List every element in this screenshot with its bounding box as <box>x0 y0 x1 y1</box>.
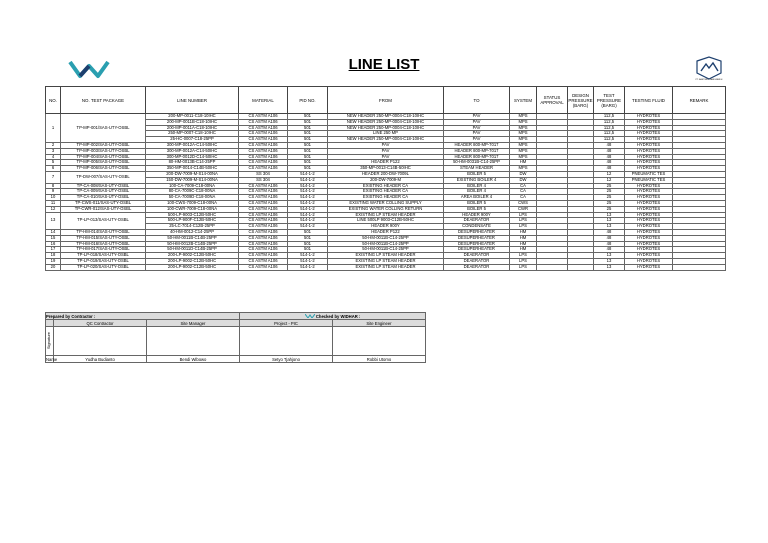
to: BOILER 5 <box>444 206 510 212</box>
test-package: TP-HM-017/SAS-UTY-OSBL <box>61 247 146 253</box>
name-qc: Yudha Budianto <box>54 356 147 363</box>
material: CS ASTM A106 <box>239 125 288 131</box>
from: NEW HEADER 250-MP-0004-C18-10IHC <box>328 119 444 125</box>
material: CS ASTM A106 <box>239 224 288 230</box>
material: CS ASTM A106 <box>239 235 288 241</box>
row-no: 15 <box>46 235 61 241</box>
from: 50-HM-0011B-C14-25PP <box>328 241 444 247</box>
system: MPS <box>510 131 537 137</box>
test-pressure: 13 <box>594 258 625 264</box>
from: HEADER 200-DW-7009L <box>328 171 444 177</box>
test-pressure: 112,5 <box>594 137 625 143</box>
testing-fluid: HYDROTES <box>625 224 673 230</box>
company-logo-caption: PT. EASTINDO GAS ENERGI <box>695 79 723 81</box>
to: PAV <box>444 114 510 120</box>
from: 350-MP-0013-C14B-50IHC <box>328 166 444 172</box>
testing-fluid: HYDROTES <box>625 195 673 201</box>
testing-fluid: HYDROTES <box>625 229 673 235</box>
checked-by-label <box>240 313 426 320</box>
line-number: 500-LP-900F-C12B-50HC <box>146 218 239 224</box>
line-number: 25-LC-7014-C12B-25PP <box>146 224 239 230</box>
test-package: TP-HM-016/SAS-UTY-OSBL <box>61 241 146 247</box>
testing-fluid: HYDROTES <box>625 206 673 212</box>
test-package: TP-LP-020/SAS-UTY-OSBL <box>61 264 146 270</box>
to: STEAM HEADER <box>444 166 510 172</box>
from: PAV <box>328 154 444 160</box>
remark <box>673 264 726 270</box>
column-header: STATUS APPROVAL <box>537 87 568 114</box>
row-no: 19 <box>46 258 61 264</box>
from: EXISTING WATER COLLING RETURN <box>328 206 444 212</box>
role-qc: QC Contractor <box>54 320 147 327</box>
column-header: NO. TEST PACKAGE <box>61 87 146 114</box>
test-pressure: 48 <box>594 229 625 235</box>
system: HM <box>510 235 537 241</box>
test-pressure: 12 <box>594 177 625 183</box>
pid-no: 501 <box>288 247 328 253</box>
to: DESUPERHEATER <box>444 241 510 247</box>
pid-no: 514-1-2 <box>288 212 328 218</box>
to: CONDENSATE <box>444 224 510 230</box>
row-no: 20 <box>46 264 61 270</box>
from: EXISTING HEADER CA <box>328 195 444 201</box>
to: DESUPERHEATER <box>444 235 510 241</box>
column-header: PID NO. <box>288 87 328 114</box>
name-site-engineer: Robbi Utomo <box>333 356 426 363</box>
from: PAV <box>328 142 444 148</box>
document-title: LINE LIST <box>348 56 420 73</box>
signature-table <box>45 312 426 363</box>
to: DEAERATOR <box>444 258 510 264</box>
pid-no: 514-1-2 <box>288 171 328 177</box>
material: CS ASTM A106 <box>239 258 288 264</box>
test-package: TP-MP-005/SAS-UTY-OSBL <box>61 160 146 166</box>
pid-no: 501 <box>288 119 328 125</box>
from: NEW HEADER 250-MP-0004-C18-10IHC <box>328 125 444 131</box>
testing-fluid: HYDROTES <box>625 218 673 224</box>
test-pressure: 12 <box>594 171 625 177</box>
material: CS ASTM A106 <box>239 148 288 154</box>
testing-fluid: HYDROTES <box>625 258 673 264</box>
material: CS ASTM A106 <box>239 200 288 206</box>
line-number: 100-CWS-7009-C18-00NA <box>146 200 239 206</box>
system: LPS <box>510 258 537 264</box>
line-number: 300-MP-0012A-C14-50IHC <box>146 142 239 148</box>
testing-fluid: HYDROTES <box>625 247 673 253</box>
prepared-by-label: Prepared by Contractor : <box>46 313 240 320</box>
line-number: 200-MP-0011A-C18-10IHC <box>146 125 239 131</box>
test-pressure: 48 <box>594 148 625 154</box>
test-package: TP-CA-008/SAS-UTY-OSBL <box>61 183 146 189</box>
line-number: 50-HM-0012B-C14B-25PP <box>146 241 239 247</box>
system: MPS <box>510 142 537 148</box>
column-header: SYSTEM <box>510 87 537 114</box>
test-pressure: 48 <box>594 241 625 247</box>
material: CS ASTM A106 <box>239 241 288 247</box>
to: BOILER 4 <box>444 189 510 195</box>
from: HEADER 900Y <box>328 224 444 230</box>
to: DEAERATOR <box>444 218 510 224</box>
test-pressure: 25 <box>594 195 625 201</box>
material: CS ASTM A106 <box>239 206 288 212</box>
to: HEADER 900Y <box>444 212 510 218</box>
system: CA <box>510 183 537 189</box>
pid-no: 514-1-2 <box>288 189 328 195</box>
system: MPS <box>510 166 537 172</box>
system: DW <box>510 177 537 183</box>
testing-fluid: HYDROTES <box>625 166 673 172</box>
material: CS ASTM A106 <box>239 229 288 235</box>
system: LPS <box>510 253 537 259</box>
system: CA <box>510 189 537 195</box>
test-package: TP-DW-007/SAS-UTY-OSBL <box>61 171 146 183</box>
signature-box <box>240 327 333 356</box>
line-number: 200-LP-9002-C12B-50HC <box>146 253 239 259</box>
row-no: 1 <box>46 114 61 143</box>
pid-no: 514-1-2 <box>288 206 328 212</box>
role-site-engineer: Site Engineer <box>333 320 426 327</box>
testing-fluid: HYDROTES <box>625 235 673 241</box>
signature-box <box>54 327 147 356</box>
from: HEADER P122 <box>328 160 444 166</box>
test-pressure: 48 <box>594 235 625 241</box>
from: EXISTING HEADER CA <box>328 189 444 195</box>
row-no: 18 <box>46 253 61 259</box>
row-no: 17 <box>46 247 61 253</box>
to: HEADER 800-MP-7017 <box>444 148 510 154</box>
testing-fluid: HYDROTES <box>625 241 673 247</box>
material: CS ASTM A106 <box>239 247 288 253</box>
material: SS 304 <box>239 177 288 183</box>
pid-no: 501 <box>288 125 328 131</box>
testing-fluid: HYDROTES <box>625 183 673 189</box>
system: MPS <box>510 114 537 120</box>
material: CS ASTM A106 <box>239 137 288 143</box>
pid-no: 514-1-2 <box>288 258 328 264</box>
test-package: TP-MP-004/SAS-UTY-OSBL <box>61 154 146 160</box>
row-no: 5 <box>46 160 61 166</box>
material: CS ASTM A106 <box>239 264 288 270</box>
testing-fluid: HYDROTES <box>625 200 673 206</box>
system: CA <box>510 195 537 201</box>
signature-box <box>147 327 240 356</box>
pid-no: 501 <box>288 131 328 137</box>
name-site-manager: Bendi Wibowo <box>147 356 240 363</box>
test-pressure: 13 <box>594 253 625 259</box>
system: LPS <box>510 212 537 218</box>
testing-fluid: HYDROTES <box>625 148 673 154</box>
from: EXISTING HEADER CA <box>328 183 444 189</box>
column-header: FROM <box>328 87 444 114</box>
testing-fluid: HYDROTES <box>625 114 673 120</box>
column-header: TESTING FLUID <box>625 87 673 114</box>
system: HM <box>510 229 537 235</box>
pid-no: 514-1-2 <box>288 200 328 206</box>
testing-fluid: HYDROTES <box>625 160 673 166</box>
pid-no: 514-1-2 <box>288 183 328 189</box>
to: DEAERATOR <box>444 264 510 270</box>
test-package: TP-CWR-012/SAS-UTY-OSBL <box>61 206 146 212</box>
system: LPS <box>510 264 537 270</box>
pid-no: 501 <box>288 148 328 154</box>
test-pressure: 25 <box>594 206 625 212</box>
testing-fluid: HYDROTES <box>625 264 673 270</box>
to: DESUPERHEATER <box>444 247 510 253</box>
system: LPS <box>510 224 537 230</box>
table-header <box>46 87 726 114</box>
column-header: TEST PRESSURE (BARG) <box>594 87 625 114</box>
system: MPS <box>510 119 537 125</box>
test-pressure: 25 <box>594 189 625 195</box>
test-pressure: 112,5 <box>594 114 625 120</box>
row-no: 14 <box>46 229 61 235</box>
test-package: TP-CWS-011/SAS-UTY-OSBL <box>61 200 146 206</box>
from: EXISTING LP STEAM HEADER <box>328 258 444 264</box>
column-header: DESIGN PRESSURE (BARG) <box>568 87 594 114</box>
to: 50-HM-0031B-C14-25PP <box>444 160 510 166</box>
pid-no: 501 <box>288 142 328 148</box>
material: CS ASTM A106 <box>239 183 288 189</box>
line-number: 40-HM-0012-C14-25PP <box>146 229 239 235</box>
line-number: 350-MP-0014-C14B-50IHC <box>146 166 239 172</box>
material: CS ASTM A106 <box>239 166 288 172</box>
column-header: TO <box>444 87 510 114</box>
system: HM <box>510 160 537 166</box>
testing-fluid: HYDROTES <box>625 137 673 143</box>
blank-cell <box>46 320 54 327</box>
to: HEADER 800-MP-7017 <box>444 142 510 148</box>
to: BOILER 4 <box>444 183 510 189</box>
testing-fluid: HYDROTES <box>625 125 673 131</box>
test-pressure: 48 <box>594 154 625 160</box>
row-no: 3 <box>46 148 61 154</box>
row-no: 7 <box>46 171 61 183</box>
line-number: 200-DW-7009-M-S14-00NA <box>146 171 239 177</box>
to: PAV <box>444 119 510 125</box>
from: EXISTING LP STEAM HEADER <box>328 212 444 218</box>
material: CS ASTM A106 <box>239 142 288 148</box>
signature-box <box>333 327 426 356</box>
line-number: 100-CA-7009-C18-00NA <box>146 183 239 189</box>
pid-no: 501 <box>288 114 328 120</box>
company-logo-right <box>693 55 725 81</box>
name-project-pic: Setyo Tjahjono <box>240 356 333 363</box>
row-no: 12 <box>46 206 61 212</box>
pid-no: 501 <box>288 137 328 143</box>
testing-fluid: HYDROTES <box>625 131 673 137</box>
role-site-manager: Site Manager <box>147 320 240 327</box>
test-package: TP-HM-015/SAS-UTY-OSBL <box>61 235 146 241</box>
test-pressure: 48 <box>594 142 625 148</box>
test-pressure: 13 <box>594 218 625 224</box>
line-number: 80-CA-7009C-C18-00NA <box>146 189 239 195</box>
to: BOILER 5 <box>444 171 510 177</box>
column-header: LINE NUMBER <box>146 87 239 114</box>
testing-fluid: PNEUMATIC TES <box>625 177 673 183</box>
line-number: 200-LP-9002-C12B-50HC <box>146 264 239 270</box>
widhar-logo-icon <box>305 314 315 318</box>
test-pressure: 25 <box>594 183 625 189</box>
to: PAV <box>444 137 510 143</box>
row-no: 9 <box>46 189 61 195</box>
material: CS ASTM A106 <box>239 119 288 125</box>
test-package: TP-CA-009/SAS-UTY-OSBL <box>61 189 146 195</box>
test-package: TP-CA-010/SAS-UTY-OSBL <box>61 195 146 201</box>
line-list-table <box>45 86 726 271</box>
pid-no: 501 <box>288 235 328 241</box>
pid-no: 514-1-2 <box>288 253 328 259</box>
test-package: TP-MP-002/SAS-UTY-OSBL <box>61 142 146 148</box>
test-package: TP-LP-019/SAS-UTY-OSBL <box>61 258 146 264</box>
test-package: TP-LP-013/SAS-UTY-OSBL <box>61 212 146 229</box>
material: CS ASTM A106 <box>239 154 288 160</box>
system: MPS <box>510 148 537 154</box>
pid-no: 514-1-2 <box>288 195 328 201</box>
pid-no: 514-1-2 <box>288 218 328 224</box>
checked-by-text: Checked by WIDHAR : <box>315 313 361 319</box>
material: CS ASTM A106 <box>239 114 288 120</box>
from: EXISTING LP STEAM HEADER <box>328 253 444 259</box>
line-number: 100-CWR-7009-C18-00NA <box>146 206 239 212</box>
from: 200-DW-7009-M <box>328 177 444 183</box>
testing-fluid: HYDROTES <box>625 189 673 195</box>
to: BOILER 5 <box>444 200 510 206</box>
column-header: MATERIAL <box>239 87 288 114</box>
row-no: 11 <box>46 200 61 206</box>
line-number: 80-HM-0013B-C14-25PP <box>146 160 239 166</box>
test-pressure: 13 <box>594 224 625 230</box>
pid-no: 501 <box>288 241 328 247</box>
row-no: 16 <box>46 241 61 247</box>
pid-no: 501 <box>288 229 328 235</box>
testing-fluid: PNEUMATIC TES <box>625 171 673 177</box>
from: LINE 500LP 9003-C12B-50HC <box>328 218 444 224</box>
to: AREA BOILER 4 <box>444 195 510 201</box>
line-number: 50-HM-0011B-C14B-25PP <box>146 235 239 241</box>
design-pressure <box>568 264 594 270</box>
pid-no: 514-1-2 <box>288 177 328 183</box>
line-number: 200-MP-0011B-C18-10IHC <box>146 119 239 125</box>
material: CS ASTM A106 <box>239 160 288 166</box>
material: CS ASTM A106 <box>239 131 288 137</box>
from: LINE 250 MP <box>328 131 444 137</box>
to: DESUPERHEATER <box>444 229 510 235</box>
test-package: TP-HM-014/SAS-UTY-OSBL <box>61 229 146 235</box>
to: EXISTING BOILER 4 <box>444 177 510 183</box>
pid-no: 501 <box>288 154 328 160</box>
test-pressure: 48 <box>594 166 625 172</box>
line-number: 50-CA-7009D-C18-00NA <box>146 195 239 201</box>
test-pressure: 48 <box>594 247 625 253</box>
name-label: Name <box>46 356 58 362</box>
row-no: 4 <box>46 154 61 160</box>
role-project-pic: Project - PIC <box>240 320 333 327</box>
line-number: 500-LP-9003-C12B-50HC <box>146 212 239 218</box>
to: PAV <box>444 125 510 131</box>
material: CS ASTM A106 <box>239 212 288 218</box>
test-pressure: 13 <box>594 212 625 218</box>
test-pressure: 112,5 <box>594 119 625 125</box>
line-number: 150-DW-7009-M-S14-00NA <box>146 177 239 183</box>
signature-label: Signature <box>46 332 51 350</box>
pid-no: 501 <box>288 166 328 172</box>
material: CS ASTM A106 <box>239 253 288 259</box>
system: MPS <box>510 137 537 143</box>
material: CS ASTM A106 <box>239 218 288 224</box>
to: HEADER 800-MP-7017 <box>444 154 510 160</box>
test-package: TP-MP-006/SAS-UTY-OSBL <box>61 166 146 172</box>
to: DEAERATOR <box>444 253 510 259</box>
row-no: 10 <box>46 195 61 201</box>
test-pressure: 25 <box>594 200 625 206</box>
from: PAV <box>328 148 444 154</box>
line-number: 200-LP-9002-C12B-50HC <box>146 258 239 264</box>
testing-fluid: HYDROTES <box>625 212 673 218</box>
line-number: 300-MP-0012A-C14-50IHC <box>146 148 239 154</box>
from: 50-HM-0011B-C14-25PP <box>328 235 444 241</box>
table-row <box>46 264 726 270</box>
from: NEW HEADER 250-MP-0004-C18-10IHC <box>328 114 444 120</box>
row-no: 6 <box>46 166 61 172</box>
test-pressure: 112,5 <box>594 125 625 131</box>
test-pressure: 13 <box>594 264 625 270</box>
testing-fluid: HYDROTES <box>625 154 673 160</box>
system: CWS <box>510 200 537 206</box>
line-number: 200-MP-0011-C18-10IHC <box>146 114 239 120</box>
test-pressure: 112,5 <box>594 131 625 137</box>
test-pressure: 48 <box>594 160 625 166</box>
test-package: TP-LP-018/SAS-UTY-OSBL <box>61 253 146 259</box>
status-approval <box>537 264 568 270</box>
line-number: 25-HC-0007-C18-25PP <box>146 137 239 143</box>
row-no: 2 <box>46 142 61 148</box>
row-no: 8 <box>46 183 61 189</box>
material: CS ASTM A106 <box>239 189 288 195</box>
pid-no: 501 <box>288 160 328 166</box>
from: EXISTING LP STEAM HEADER <box>328 264 444 270</box>
from: 50-HM-0011B-C14-25PP <box>328 247 444 253</box>
material: SS 304 <box>239 171 288 177</box>
testing-fluid: HYDROTES <box>625 142 673 148</box>
pid-no: 514-1-2 <box>288 224 328 230</box>
row-no: 13 <box>46 212 61 229</box>
system: HM <box>510 241 537 247</box>
system: HM <box>510 247 537 253</box>
from: HEADER P122 <box>328 229 444 235</box>
column-header: NO. <box>46 87 61 114</box>
line-number: 50-HM-0011D-C14B-25PP <box>146 247 239 253</box>
material: CS ASTM A106 <box>239 195 288 201</box>
column-header: REMARK <box>673 87 726 114</box>
from: EXISTING WATER COLLING SUPPLY <box>328 200 444 206</box>
test-package: TP-MP-003/SAS-UTY-OSBL <box>61 148 146 154</box>
testing-fluid: HYDROTES <box>625 253 673 259</box>
system: MPS <box>510 154 537 160</box>
system: MPS <box>510 125 537 131</box>
from: NEW HEADER 250-MP-0004-C18-10IHC <box>328 137 444 143</box>
testing-fluid: HYDROTES <box>625 119 673 125</box>
system: DW <box>510 171 537 177</box>
system: LPS <box>510 218 537 224</box>
line-number: 250-MP-0007-C18-10IHC <box>146 131 239 137</box>
line-number: 300-MP-0012D-C14-50IHC <box>146 154 239 160</box>
pid-no: 514-1-2 <box>288 264 328 270</box>
to: PAV <box>444 131 510 137</box>
system: CWR <box>510 206 537 212</box>
test-package: TP-MP-001/SAS-UTY-OSBL <box>61 114 146 143</box>
